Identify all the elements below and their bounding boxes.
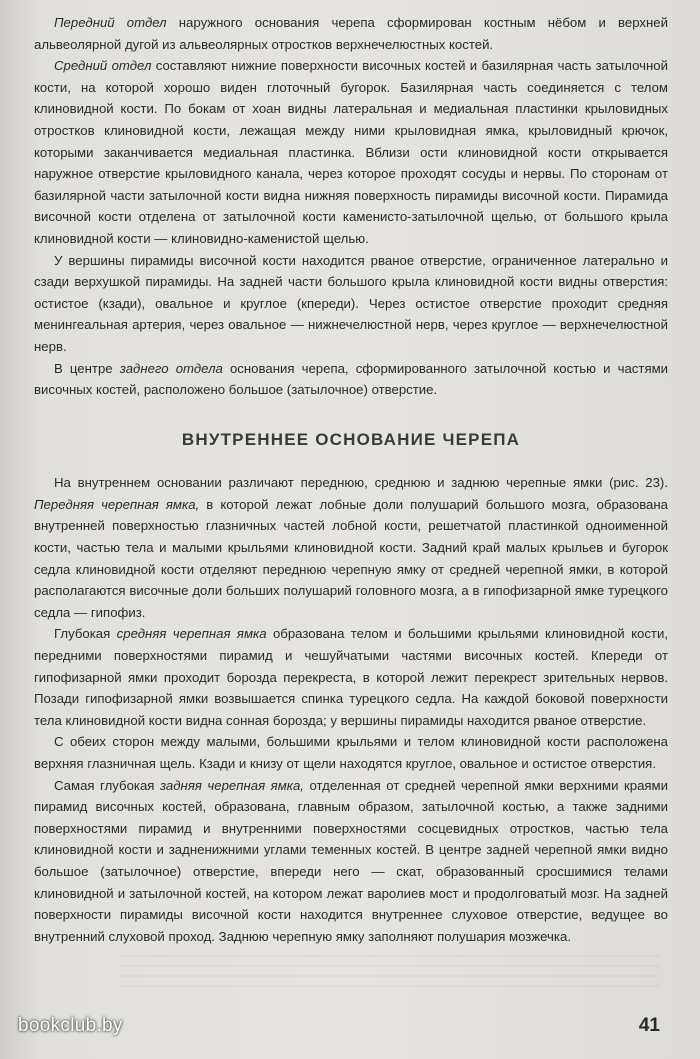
term-posterior-fossa: задняя черепная ямка, bbox=[159, 777, 304, 793]
bleed-through-texture bbox=[120, 955, 660, 995]
paragraph-text: Самая глубокая bbox=[54, 777, 160, 793]
term-middle-section: Средний отдел bbox=[54, 58, 152, 74]
paragraph-text: в которой лежат лобные доли полушарий большого мозга, образована внутренней поверхностью глазничных частей лобной кости, решетчатой пластинкой одноименной кости, частью тела и малыми крыльями клиновидной кости. Задний край малых крыльев и бугорок седла клиновидной кости отделяют переднюю черепную ямку от средней черепной ямки, в которой располагаются височные доли больших полушарий головного мозга, а в гипофизарной ямке турецкого седла — гипофиз. bbox=[34, 496, 669, 620]
page-number: 41 bbox=[638, 1015, 660, 1036]
term-middle-fossa: средняя черепная ямка bbox=[116, 626, 267, 642]
paragraph-text: основания черепа, сформированного затылочной костью и частями височных костей, расположено большое (затылочное) отверстие. bbox=[34, 360, 669, 398]
paragraph-middle-section bbox=[34, 55, 668, 249]
term-anterior-fossa: Передняя черепная ямка, bbox=[34, 496, 200, 512]
paragraph-text: В центре bbox=[54, 360, 120, 376]
paragraph-text: На внутреннем основании различают переднюю, среднюю и заднюю черепные ямки (рис. 23). bbox=[54, 475, 668, 491]
paragraph-text: составляют нижние поверхности височных костей и базилярная часть затылочной кости, на которой хорошо виден глоточный бугорок. Базилярная часть соединяется с телом клиновидной кости. По бокам от хоан видны латеральная и медиальная пластинки крыловидных отростков клиновидной кости, лежащая между ними крыловидная ямка, крыловидный крючок, которыми заканчивается медиальная пластинка. Вблизи ости клиновидной кости открывается наружное отверстие крыловидного канала, через которое проходят сосуды и нервы. По сторонам от базилярной части затылочной кости видна нижняя поверхность пирамиды височной кости. Пирамида височной кости отделена от затылочной кости каменисто-затылочной щелью, от большого крыла клиновидной кости — клиновидно-каменистой щелью. bbox=[34, 58, 668, 246]
text-column bbox=[34, 12, 668, 947]
paragraph-foramina: У вершины пирамиды височной кости находится рваное отверстие, ограниченное латерально и сзади верхушкой пирамиды. На задней части большого крыла клиновидной кости видны отверстия: остистое (кзади), овальное и круглое (кпереди). Через остистое отверстие проходит средняя менингеальная артерия, через овальное — нижнечелюстной нерв, через круглое — верхнечелюстной нерв. bbox=[34, 252, 668, 354]
term-anterior-section: Передний отдел bbox=[54, 15, 167, 30]
paragraph-anterior-fossa bbox=[34, 472, 668, 623]
term-posterior-section: заднего отдела bbox=[119, 360, 223, 376]
paragraph-text: Глубокая bbox=[54, 626, 117, 642]
paragraph-orbital-fissure: С обеих сторон между малыми, большими крыльями и телом клиновидной кости расположена верхняя глазничная щель. Кзади и книзу от щели находятся круглое, овальное и остистое отверстия. bbox=[34, 734, 668, 771]
paragraph-text: наружного основания черепа сформирован костным нёбом и верхней альвеолярной дугой из альвеолярных отростков верхнечелюстных костей. bbox=[34, 15, 668, 52]
paragraph-posterior-fossa bbox=[34, 775, 668, 948]
paragraph-anterior-section bbox=[34, 12, 668, 55]
watermark-logo: bookclub.by bbox=[18, 1015, 123, 1036]
section-title: ВНУТРЕННЕЕ ОСНОВАНИЕ ЧЕРЕПА bbox=[181, 429, 521, 449]
paragraph-posterior-section bbox=[34, 358, 668, 401]
paragraph-text: образована телом и большими крыльями клиновидной кости, передними поверхностями пирамид и чешуйчатыми частями височных костей. Кпереди от гипофизарной ямки проходит борозда перекреста, в которой лежит перекрест зрительных нервов. Позади гипофизарной ямки возвышается спинка турецкого седла. На каждой боковой поверхности тела клиновидной кости видна сонная борозда; у вершины пирамиды находится рваное отверстие. bbox=[34, 626, 668, 728]
paragraph-middle-fossa bbox=[34, 623, 668, 731]
paragraph-text: отделенная от средней черепной ямки верхними краями пирамид височных костей, образована, главным образом, затылочной костью, а также задними поверхностями пирамид и внутренними поверхностями сосцевидных отростков, частью тела клиновидной кости и задненижними углами теменных костей. В центре задней черепной ямки видно большое (затылочное) отверстие, впереди него — скат, образованный сросшимися телами клиновидной и затылочной костей, на котором лежат варолиев мост и продолговатый мозг. На задней поверхности пирамиды височной кости находится внутреннее слуховое отверстие, ведущее во внутренний слуховой проход. Заднюю черепную ямку заполняют полушария мозжечка. bbox=[34, 777, 668, 944]
